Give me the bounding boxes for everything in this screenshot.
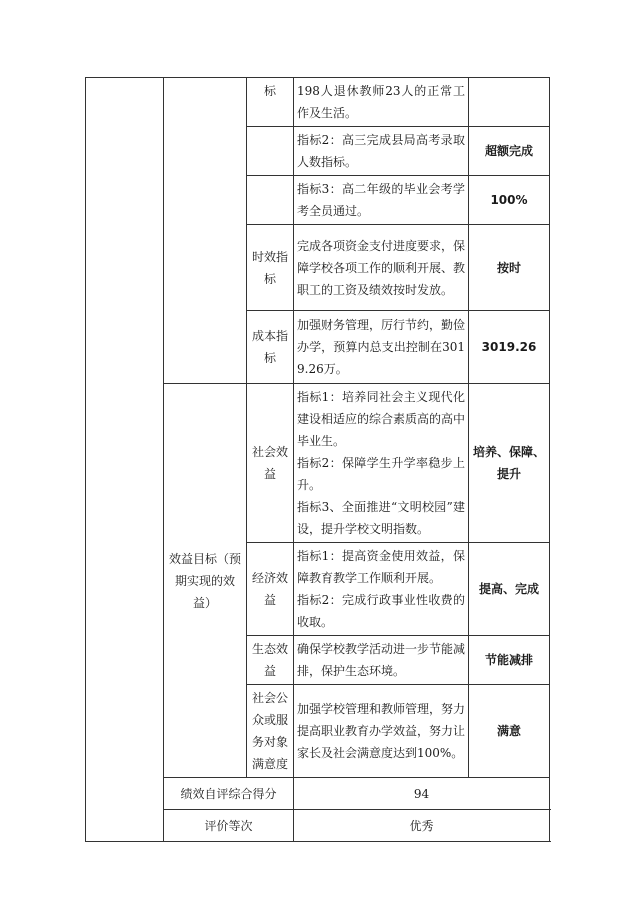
social-desc (294, 384, 469, 543)
time-label: 时效指标 (247, 225, 294, 311)
eco-label: 生态效益 (247, 636, 294, 685)
quality-label-cell: 标 (247, 78, 294, 127)
satis-desc: 加强学校管理和教师管理，努力提高职业教育办学效益，努力让家长及社会满意度达到100%。 (294, 685, 469, 778)
grade-value: 优秀 (294, 810, 550, 842)
eco-desc: 确保学校教学活动进一步节能减排，保护生态环境。 (294, 636, 469, 685)
r2-desc: 指标2：高三完成县局高考录取人数指标。 (294, 127, 469, 176)
eco-value: 节能减排 (469, 636, 550, 685)
econ-desc (294, 543, 469, 636)
cost-value: 3019.26 (469, 311, 550, 384)
time-desc: 完成各项资金支付进度要求，保障学校各项工作的顺利开展、教职工的工资及绩效按时发放。 (294, 225, 469, 311)
satis-label: 社会公众或服务对象满意度 (247, 685, 294, 778)
r1-value (469, 78, 550, 127)
r1-desc: 198人退休教师23人的正常工作及生活。 (294, 78, 469, 127)
blank-cell (247, 176, 294, 225)
r3-desc: 指标3：高二年级的毕业会考学考全员通过。 (294, 176, 469, 225)
social-desc-1: 指标1：培养同社会主义现代化建设相适应的综合素质高的高中毕业生。 (297, 390, 466, 448)
social-desc-2: 指标2：保障学生升学率稳步上升。 (297, 456, 465, 492)
social-label: 社会效益 (247, 384, 294, 543)
cost-desc: 加强财务管理，厉行节约，勤俭办学，预算内总支出控制在3019.26万。 (294, 311, 469, 384)
blank-cell (247, 127, 294, 176)
r3-value: 100% (469, 176, 550, 225)
benefit-label: 效益目标（预期实现的效益） (164, 384, 247, 778)
econ-desc-1: 指标1：提高资金使用效益，保障教育教学工作顺利开展。 (297, 549, 465, 585)
blank-cell-left (86, 78, 164, 842)
satis-value: 满意 (469, 685, 550, 778)
social-desc-3: 指标3、全面推进“文明校园”建设，提升学校文明指数。 (297, 500, 465, 536)
score-label: 绩效自评综合得分 (164, 778, 294, 810)
performance-table (85, 77, 550, 842)
social-value: 培养、保障、提升 (469, 384, 550, 543)
econ-desc-2: 指标2：完成行政事业性收费的收取。 (297, 593, 465, 629)
econ-label: 经济效益 (247, 543, 294, 636)
grade-label: 评价等次 (164, 810, 294, 842)
blank-cell-output (164, 78, 247, 384)
cost-label: 成本指标 (247, 311, 294, 384)
score-value: 94 (294, 778, 550, 810)
r2-value: 超额完成 (469, 127, 550, 176)
time-value: 按时 (469, 225, 550, 311)
econ-value: 提高、完成 (469, 543, 550, 636)
